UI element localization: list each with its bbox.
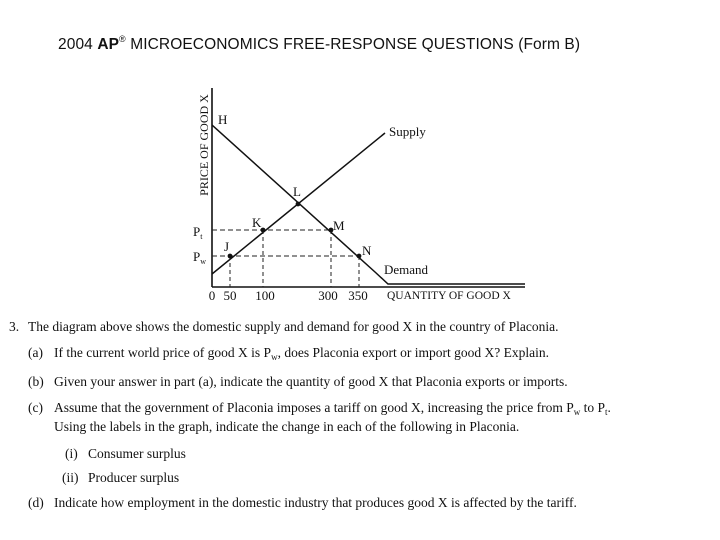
title-year: 2004 xyxy=(58,36,93,53)
demand-label: Demand xyxy=(384,262,429,277)
part-c-ii-text: Producer surplus xyxy=(88,470,180,485)
part-c-ii-label: (ii) xyxy=(62,470,79,485)
pt-subscript: t xyxy=(200,232,203,241)
part-b-text: Given your answer in part (a), indicate the quantity of good X that Placonia exports or imports. xyxy=(54,374,568,389)
part-c-line2: Using the labels in the graph, indicate the change in each of the following in Placonia. xyxy=(54,419,520,434)
point-k-label: K xyxy=(252,215,262,230)
pt-letter: P xyxy=(193,224,201,239)
point-n-dot xyxy=(357,254,362,259)
point-l-label: L xyxy=(293,184,301,199)
part-d-label: (d) xyxy=(28,495,44,510)
registered-mark: ® xyxy=(119,34,126,44)
question-intro: The diagram above shows the domestic supply and demand for good X in the country of Placonia. xyxy=(28,319,559,334)
y-axis-label: PRICE OF GOOD X xyxy=(197,94,211,196)
part-a-sub: w xyxy=(271,352,278,362)
part-c-i-text: Consumer surplus xyxy=(88,446,186,461)
part-a-after: , does Placonia export or import good X? Explain. xyxy=(277,345,550,360)
demand-curve xyxy=(212,125,525,284)
point-h-label: H xyxy=(218,112,228,127)
part-c-after: . xyxy=(607,400,611,415)
part-c-text xyxy=(54,400,611,420)
pw-label xyxy=(193,249,206,266)
part-c-mid: to P xyxy=(580,400,606,415)
point-n-label: N xyxy=(362,243,372,258)
pt-label xyxy=(193,224,203,241)
part-d-text: Indicate how employment in the domestic industry that produces good X is affected by the tariff. xyxy=(54,495,577,510)
point-j-dot xyxy=(228,254,233,259)
q-tick-100: 100 xyxy=(255,288,275,303)
x-axis-label: QUANTITY OF GOOD X xyxy=(387,290,511,302)
q-tick-50: 50 xyxy=(223,288,237,303)
part-c-sub2: t xyxy=(605,407,608,417)
q-tick-350: 350 xyxy=(348,288,368,303)
part-c-before: Assume that the government of Placonia imposes a tariff on good X, increasing the price from P xyxy=(54,400,574,415)
supply-label: Supply xyxy=(389,124,426,139)
q-tick-0: 0 xyxy=(208,288,216,303)
part-a-label: (a) xyxy=(28,345,43,360)
title-ap: AP xyxy=(97,36,120,53)
title-rest: MICROECONOMICS FREE-RESPONSE QUESTIONS (Form B) xyxy=(130,36,581,53)
pw-subscript: w xyxy=(200,257,207,266)
part-c-label: (c) xyxy=(28,400,43,415)
part-a-before: If the current world price of good X is P xyxy=(54,345,272,360)
part-c-i-label: (i) xyxy=(65,446,78,461)
part-a-text xyxy=(54,345,549,365)
point-l-dot xyxy=(296,202,301,207)
point-m-label: M xyxy=(333,218,345,233)
q-tick-300: 300 xyxy=(318,288,338,303)
question-number: 3. xyxy=(9,319,20,334)
part-c-sub1: w xyxy=(573,407,581,417)
point-j-label: J xyxy=(224,239,230,254)
pw-letter: P xyxy=(193,249,201,264)
part-b-label: (b) xyxy=(28,374,44,389)
